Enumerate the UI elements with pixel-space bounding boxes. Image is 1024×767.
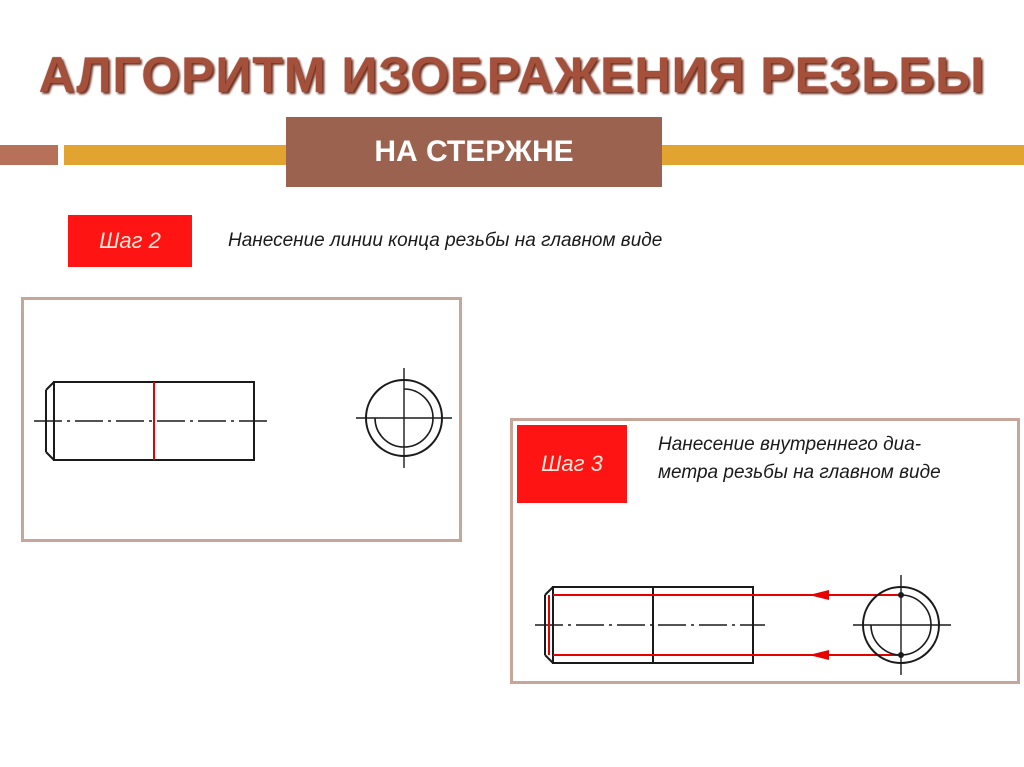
- step2-badge: Шаг 2: [68, 215, 192, 267]
- step3-description-line2: метра резьбы на главном виде: [658, 462, 941, 483]
- step2-drawing-frame: [21, 297, 462, 542]
- step3-badge: Шаг 3: [517, 425, 627, 503]
- slide-title: АЛГОРИТМ ИЗОБРАЖЕНИЯ РЕЗЬБЫ: [38, 47, 986, 103]
- slide-subtitle: НА СТЕРЖНЕ: [286, 117, 662, 187]
- step2-description: Нанесение линии конца резьбы на главном виде: [228, 230, 663, 251]
- decor-bar-orange-left: [64, 145, 286, 165]
- decor-bar-orange-right: [662, 145, 1024, 165]
- arrow-top-icon: [809, 590, 829, 600]
- decor-bar-brown: [0, 145, 58, 165]
- arrow-bottom-icon: [809, 650, 829, 660]
- step2-drawing: [24, 300, 465, 545]
- step3-description-line1: Нанесение внутреннего диа-: [658, 434, 922, 455]
